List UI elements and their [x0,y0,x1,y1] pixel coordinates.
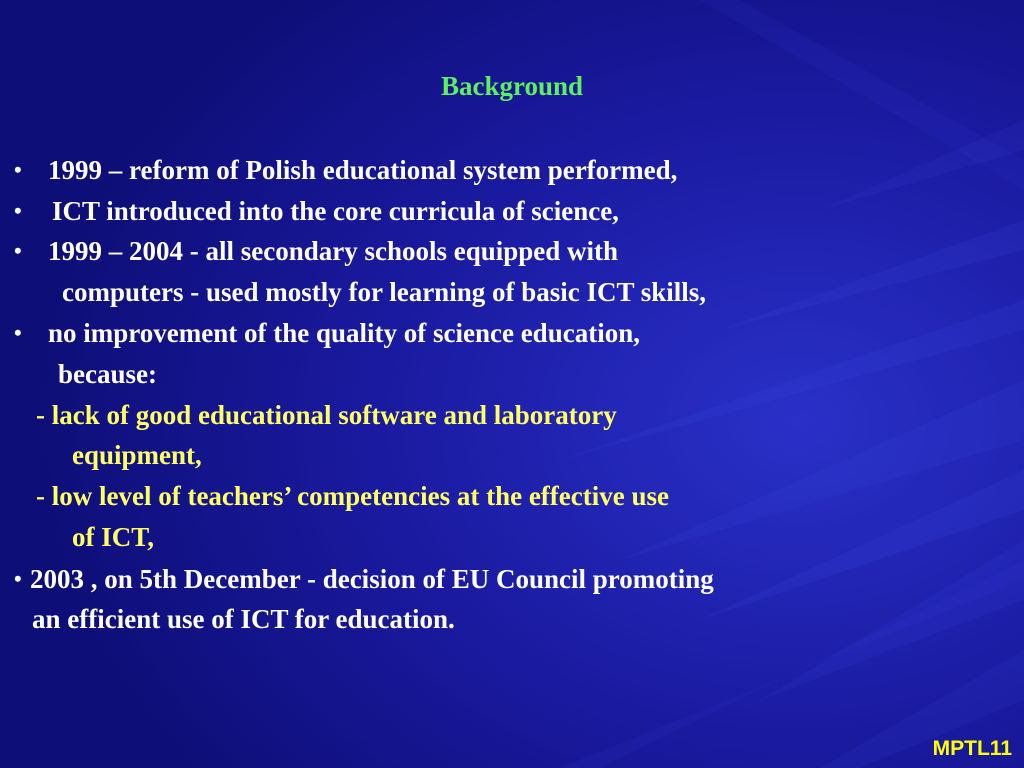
reason-teacher-competencies-cont: of ICT, [72,522,155,552]
bullet-no-improvement: no improvement of the quality of science education, [48,318,640,348]
footer-label: MPTL11 [932,737,1012,760]
bullet-schools-equipped: 1999 – 2004 - all secondary schools equipped with [48,236,619,266]
bullet-ict-curricula: ICT introduced into the core curricula of science, [52,196,619,226]
bullet-marker: • [14,320,22,345]
bullet-marker: • [14,566,22,591]
bullet-schools-equipped-cont: computers - used mostly for learning of basic ICT skills, [62,277,707,307]
bullet-eu-council-2003: 2003 , on 5th December - decision of EU Council promoting [30,564,714,594]
bullet-reform-1999: 1999 – reform of Polish educational system performed, [48,155,678,185]
slide-title: Background [440,71,584,101]
reason-teacher-competencies: - low level of teachers’ competencies at the effective use [36,481,669,511]
reason-lack-of-software-cont: equipment, [72,440,202,470]
bullet-marker: • [14,238,22,263]
bullet-marker: • [14,157,22,182]
reason-lack-of-software: - lack of good educational software and laboratory [36,400,617,430]
bullet-no-improvement-cont: because: [58,359,157,389]
bullet-eu-council-2003-cont: an efficient use of ICT for education. [32,604,455,634]
bullet-marker: • [14,198,22,223]
